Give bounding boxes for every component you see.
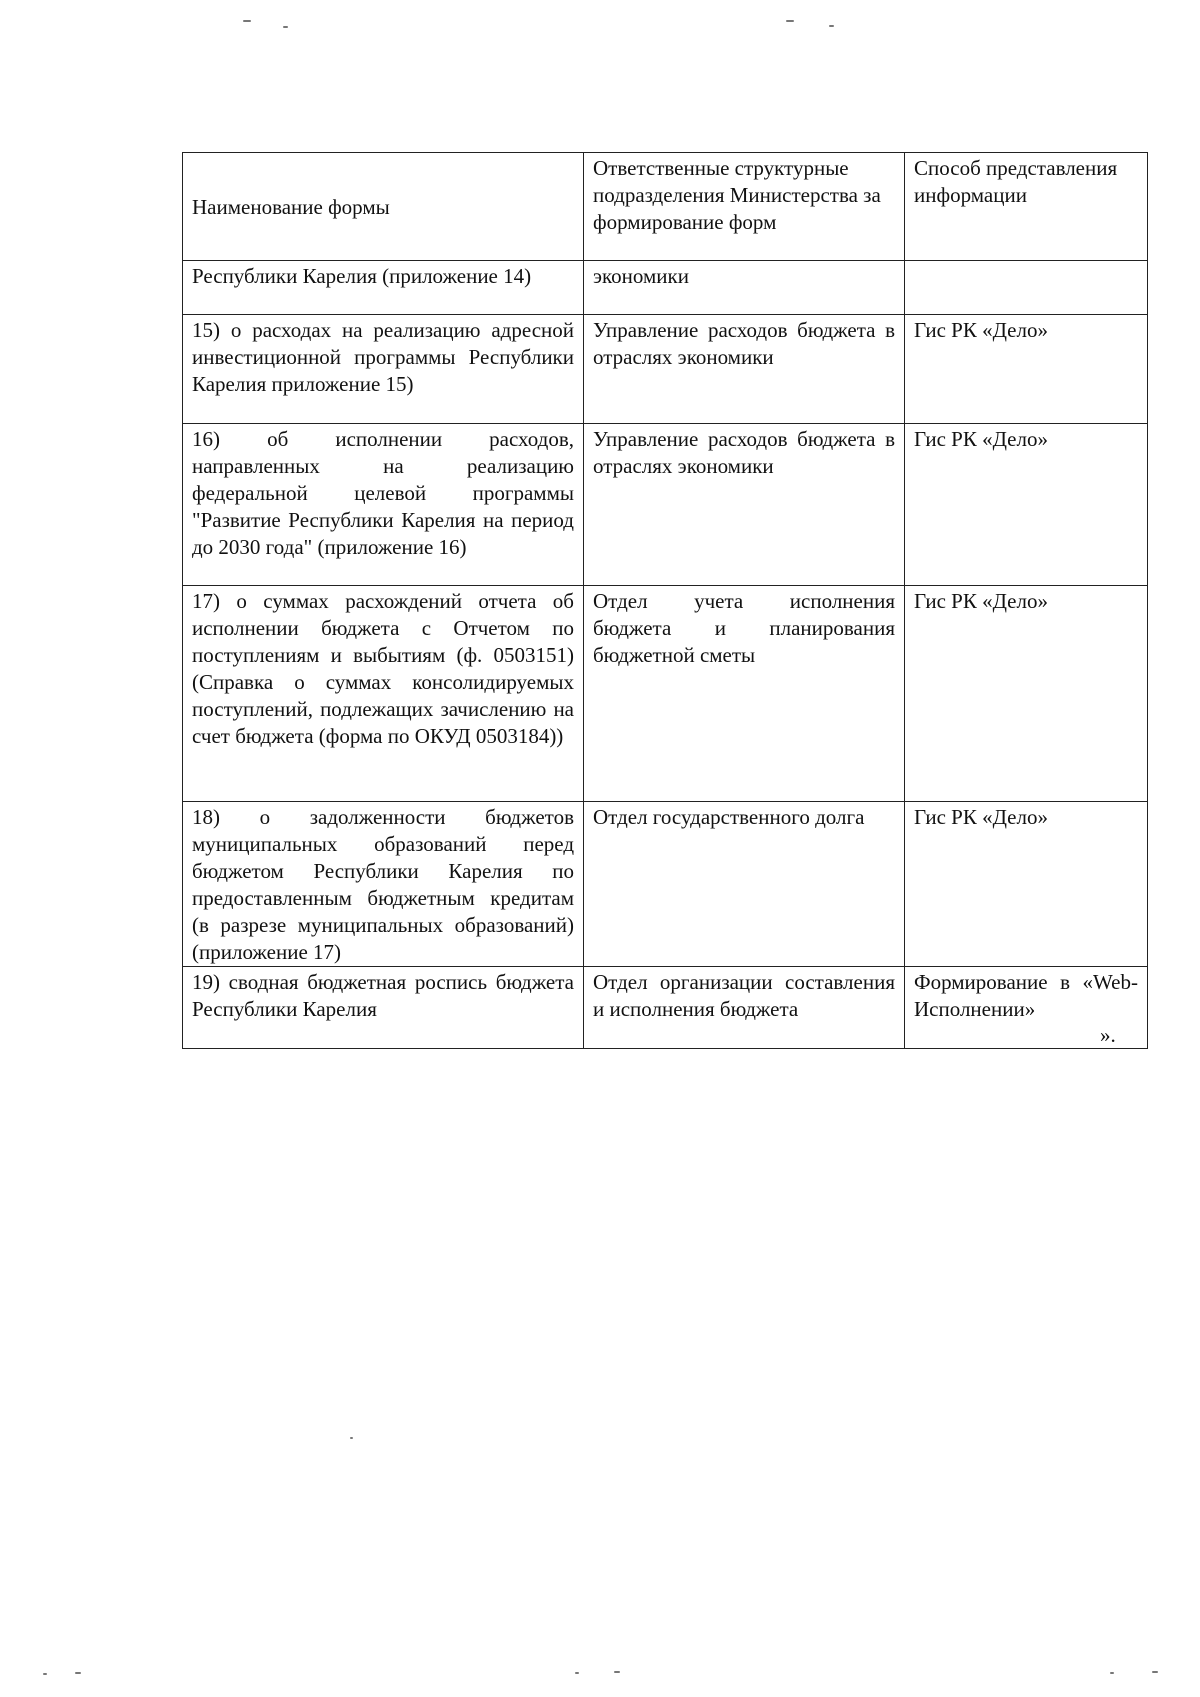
row-form-name: 15) о расходах на реализацию адресной инвестиционной программы Республики Карелия приложение 15) xyxy=(183,315,584,424)
scan-speck xyxy=(575,1672,579,1674)
scan-speck xyxy=(75,1672,81,1674)
table-row xyxy=(183,261,1148,315)
table-row xyxy=(183,315,1148,424)
closing-quote-mark: ». xyxy=(1100,1023,1116,1047)
table-row xyxy=(183,424,1148,586)
row-form-name: 16) об исполнении расходов, направленных на реализацию федеральной целевой программы "Развитие Республики Карелия на период до 2030 года" (приложение 16) xyxy=(183,424,584,586)
scan-speck xyxy=(614,1671,620,1673)
row-responsible-dept: экономики xyxy=(584,261,905,315)
scan-speck xyxy=(829,25,834,27)
scan-speck xyxy=(243,20,251,22)
row-submission-method: Формирование в «Web-Исполнении» xyxy=(905,967,1148,1049)
table-row xyxy=(183,967,1148,1049)
row-responsible-dept: Отдел организации составления и исполнения бюджета xyxy=(584,967,905,1049)
scan-speck xyxy=(1152,1671,1158,1673)
row-submission-method: Гис РК «Дело» xyxy=(905,315,1148,424)
scan-speck xyxy=(1110,1672,1114,1674)
header-submission-method: Способ представления информации xyxy=(905,153,1148,261)
row-responsible-dept: Отдел государственного долга xyxy=(584,802,905,967)
scan-speck xyxy=(43,1673,47,1675)
row-submission-method: Гис РК «Дело» xyxy=(905,586,1148,802)
row-form-name: 19) сводная бюджетная роспись бюджета Республики Карелия xyxy=(183,967,584,1049)
scan-speck xyxy=(350,1437,353,1439)
table-header-row xyxy=(183,153,1148,261)
row-responsible-dept: Отдел учета исполнения бюджета и планирования бюджетной сметы xyxy=(584,586,905,802)
row-submission-method: Гис РК «Дело» xyxy=(905,802,1148,967)
row-form-name: Республики Карелия (приложение 14) xyxy=(183,261,584,315)
forms-table xyxy=(182,152,1148,1049)
table-row xyxy=(183,586,1148,802)
row-responsible-dept: Управление расходов бюджета в отраслях экономики xyxy=(584,315,905,424)
row-responsible-dept: Управление расходов бюджета в отраслях экономики xyxy=(584,424,905,586)
scan-speck xyxy=(283,26,288,28)
table-row xyxy=(183,802,1148,967)
header-responsible-dept: Ответственные структурные подразделения Министерства за формирование форм xyxy=(584,153,905,261)
row-submission-method xyxy=(905,261,1148,315)
scan-speck xyxy=(786,20,794,22)
row-form-name: 17) о суммах расхождений отчета об исполнении бюджета с Отчетом по поступлениям и выбытиям (ф. 0503151) (Справка о суммах консолидируемых поступлений, подлежащих зачислению на счет бюджета (форма по ОКУД 0503184)) xyxy=(183,586,584,802)
row-form-name: 18) о задолженности бюджетов муниципальных образований перед бюджетом Республики Карелия по предоставленным бюджетным кредитам (в разрезе муниципальных образований) (приложение 17) xyxy=(183,802,584,967)
header-form-name: Наименование формы xyxy=(183,153,584,261)
row-submission-method: Гис РК «Дело» xyxy=(905,424,1148,586)
